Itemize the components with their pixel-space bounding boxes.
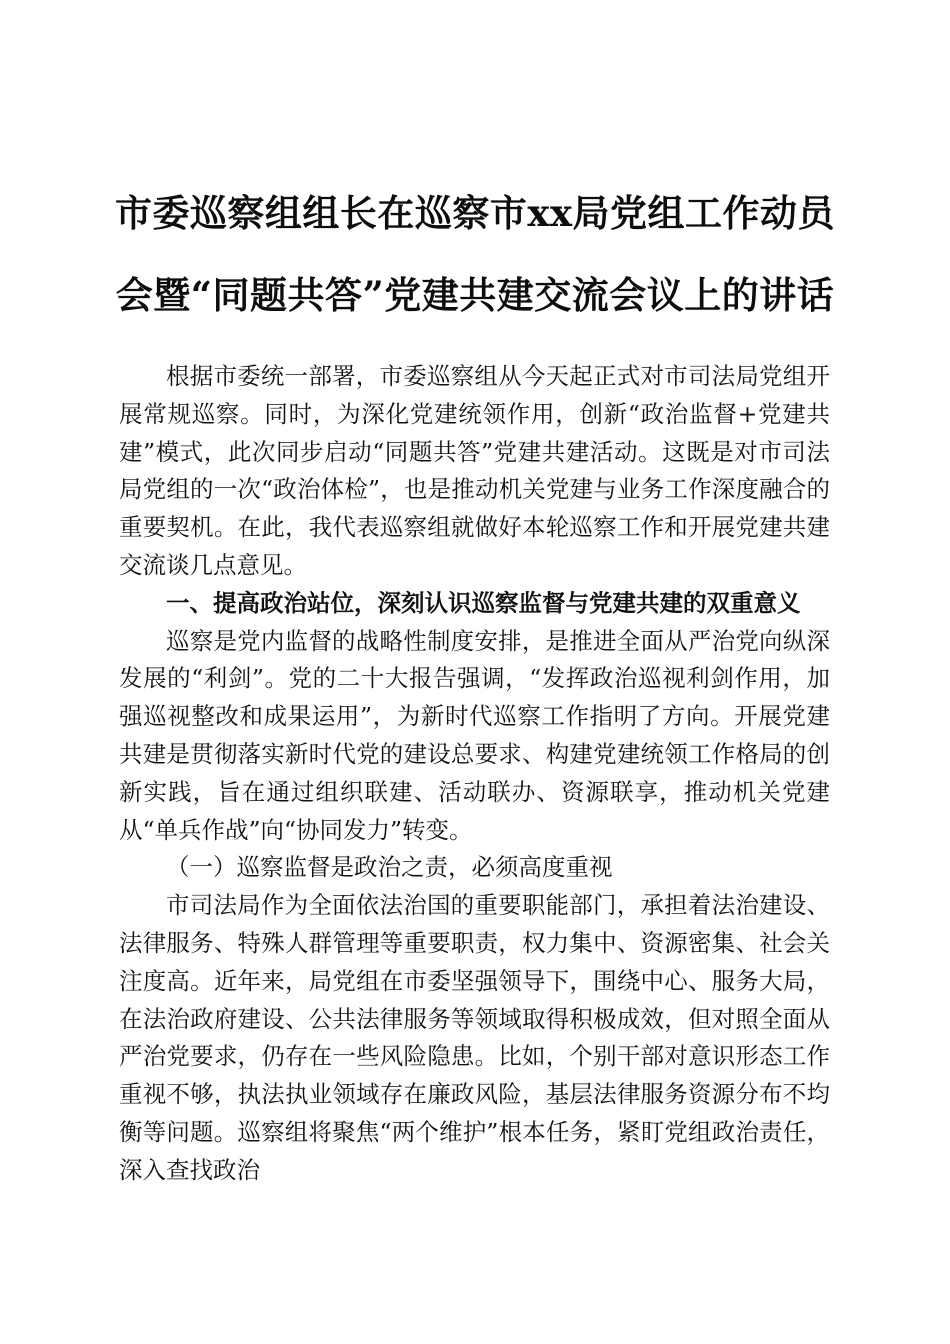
title-line-1: 市委巡察组组长在巡察市xx局党组工作动员 <box>114 191 836 235</box>
intro-paragraph: 根据市委统一部署，市委巡察组从今天起正式对市司法局党组开展常规巡察。同时，为深化党建统领作用，创新“政治监督+党建共建”模式，此次同步启动“同题共答”党建共建活动。这既是对市司法局党组的一次“政治体检”，也是推动机关党建与业务工作深度融合的重要契机。在此，我代表巡察组就做好本轮巡察工作和开展党建共建交流谈几点意见。 <box>119 362 830 579</box>
document-title <box>100 172 850 336</box>
section-heading-1: 一、提高政治站位，深刻认识巡察监督与党建共建的双重意义 <box>166 588 801 617</box>
section-1-paragraph: 巡察是党内监督的战略性制度安排，是推进全面从严治党向纵深发展的“利剑”。党的二十大报告强调，“发挥政治巡视利剑作用，加强巡视整改和成果运用”，为新时代巡察工作指明了方向。开展党建共建是贯彻落实新时代党的建设总要求、构建党建统领工作格局的创新实践，旨在通过组织联建、活动联办、资源联享，推动机关党建从“单兵作战”向“协同发力”转变。 <box>119 626 830 844</box>
subsection-1-paragraph: 市司法局作为全面依法治国的重要职能部门，承担着法治建设、法律服务、特殊人群管理等重要职责，权力集中、资源密集、社会关注度高。近年来，局党组在市委坚强领导下，围绕中心、服务大局，在法治政府建设、公共法律服务等领域取得积极成效，但对照全面从严治党要求，仍存在一些风险隐患。比如，个别干部对意识形态工作重视不够，执法执业领域存在廉政风险，基层法律服务资源分布不均衡等问题。巡察组将聚焦“两个维护”根本任务，紧盯党组政治责任，深入查找政治 <box>119 891 830 1184</box>
title-line-2: 会暨“同题共答”党建共建交流会议上的讲话 <box>115 273 835 317</box>
document-body <box>119 358 830 1190</box>
subsection-heading-1: （一）巡察监督是政治之责，必须高度重视 <box>166 853 613 882</box>
